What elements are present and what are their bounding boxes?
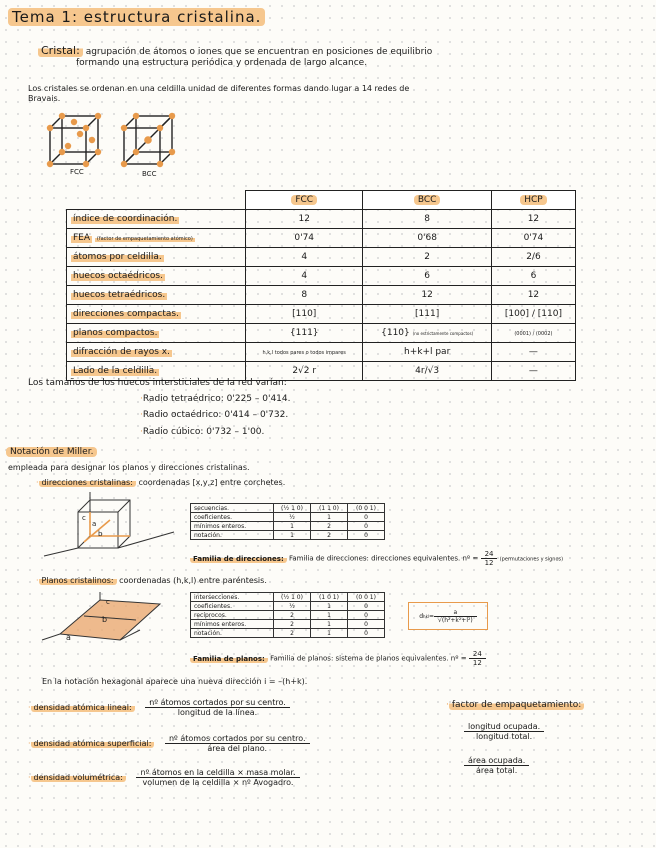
packing-factor-title: · factor de empaquetamiento: xyxy=(446,700,584,710)
huecos-item: ·Radio octaédrico: 0'414 – 0'732. xyxy=(140,410,289,420)
table-cell: 2 xyxy=(274,629,311,638)
cell-bcc: 4r/√3 xyxy=(363,362,491,381)
table-cell: 1 xyxy=(311,611,348,620)
huecos-item: ·Radio cúbico: 0'732 – 1'00. xyxy=(140,427,265,437)
cristal-term: Cristal: xyxy=(38,44,83,57)
plane-family: Familia de planos: Familia de planos: sistema de planos equivalentes. nº = $\frac{24}{12}$ xyxy=(190,650,486,667)
plane-label-a: a xyxy=(66,633,71,642)
table-row xyxy=(67,286,576,305)
row-label: notación. xyxy=(191,629,274,638)
table-cell: 2 xyxy=(274,620,311,629)
row-label: coeficientes. xyxy=(191,602,274,611)
table-row xyxy=(191,602,385,611)
bravais-line2: Bravais. xyxy=(28,94,61,103)
bravais-line1: Los cristales se ordenan en una celdilla unidad de diferentes formas dando lugar a 14 redes de xyxy=(28,84,410,93)
table-cell: 2 xyxy=(311,522,348,531)
cell-bcc: 8 xyxy=(363,210,491,229)
planes-line: · Planos cristalinos: coordenadas (h,k,l) entre paréntesis. xyxy=(36,576,267,585)
table-cell: 1 xyxy=(311,513,348,522)
table-cell: 0 xyxy=(348,611,385,620)
axis-label-c: c xyxy=(82,514,86,522)
table-row xyxy=(191,611,385,620)
cell-fcc: [110] xyxy=(246,305,363,324)
row-label: FEA (factor de empaquetamiento atómico) xyxy=(67,229,246,248)
table-cell: (1 0 1) xyxy=(311,593,348,602)
unit-cells-drawing xyxy=(44,110,184,180)
cell-hcp: 2/6 xyxy=(491,248,575,267)
cell-fcc: 2√2 r xyxy=(246,362,363,381)
cristal-def-line2: formando una estructura periódica y ordenada de largo alcance. xyxy=(76,58,368,68)
miller-title: Notación de Miller. xyxy=(6,447,97,457)
cell-hcp: 12 xyxy=(491,210,575,229)
direction-family: Familia de direcciones: Familia de direcciones: direcciones equivalentes. nº = $\frac{24}{12}$ (permutaciones y signos) xyxy=(190,550,563,567)
packing-factor-linear: $\frac{\text{longitud ocupada.}}{\text{longitud total.}}$ xyxy=(464,722,544,741)
table-cell: ½ xyxy=(274,513,311,522)
row-label: índice de coordinación. xyxy=(67,210,246,229)
cell-fcc: 8 xyxy=(246,286,363,305)
table-cell: 0 xyxy=(348,531,385,540)
table-cell: 1 xyxy=(311,629,348,638)
table-row xyxy=(191,513,385,522)
table-cell: 1 xyxy=(311,602,348,611)
table-cell: (1 1 0) xyxy=(311,504,348,513)
table-cell: 0 xyxy=(348,629,385,638)
hexagonal-note: En la notación hexagonal aparece una nueva dirección i = –(h+k). xyxy=(42,677,308,686)
table-cell: 0 xyxy=(348,522,385,531)
table-row xyxy=(67,248,576,267)
plane-label-c: c xyxy=(106,598,110,606)
cell-bcc: 0'68 xyxy=(363,229,491,248)
table-row xyxy=(191,629,385,638)
row-label: planos compactos. xyxy=(67,324,246,343)
row-label: direcciones compactas. xyxy=(67,305,246,324)
table-row xyxy=(191,522,385,531)
row-label: intersecciones. xyxy=(191,593,274,602)
table-cell: 1 xyxy=(311,620,348,629)
table-row xyxy=(67,210,576,229)
table-cell: ½ xyxy=(274,602,311,611)
row-label: difracción de rayos x. xyxy=(67,343,246,362)
cell-bcc: 6 xyxy=(363,267,491,286)
table-row xyxy=(67,305,576,324)
cell-hcp: (0001) / (0002) xyxy=(491,324,575,343)
cell-bcc: 12 xyxy=(363,286,491,305)
huecos-item: ·Radio tetraédrico: 0'225 – 0'414. xyxy=(140,394,291,404)
cell-fcc: 12 xyxy=(246,210,363,229)
density-surface: · densidad atómica superficial: $\frac{\text{nº átomos cortados por su centro.}}{\text{área del plano.}}$ xyxy=(28,734,310,753)
bcc-label: BCC xyxy=(142,170,157,178)
table-row xyxy=(67,343,576,362)
row-label: coeficientes. xyxy=(191,513,274,522)
table-cell: (½ 1 0) xyxy=(274,504,311,513)
table-cell: (0 0 1) xyxy=(348,593,385,602)
cell-hcp: — xyxy=(491,362,575,381)
page-title: Tema 1: estructura cristalina. xyxy=(8,8,265,26)
table-cell: 0 xyxy=(348,602,385,611)
cell-hcp: 6 xyxy=(491,267,575,286)
cell-hcp: 0'74 xyxy=(491,229,575,248)
cell-fcc: {111} xyxy=(246,324,363,343)
table-row xyxy=(67,229,576,248)
table-cell: 1 xyxy=(274,531,311,540)
header-hcp: HCP xyxy=(491,191,575,210)
table-cell: 0 xyxy=(348,620,385,629)
density-linear: · densidad atómica lineal: $\frac{\text{nº átomos cortados por su centro.}}{\text{longitud de la línea.}}$ xyxy=(28,698,290,717)
cell-hcp: — xyxy=(491,343,575,362)
axis-label-a: a xyxy=(92,520,97,528)
row-label: mínimos enteros. xyxy=(191,522,274,531)
cell-bcc: 2 xyxy=(363,248,491,267)
cell-hcp: [100] / [110] xyxy=(491,305,575,324)
cell-fcc: h,k,l todos pares o todos impares xyxy=(246,343,363,362)
density-volumetric: · densidad volumétrica: $\frac{\text{nº átomos en la celdilla × masa molar.}}{\text{volumen de la celdilla × nº Avogadro.}}$ xyxy=(28,768,300,787)
table-cell: 0 xyxy=(348,513,385,522)
table-row xyxy=(191,504,385,513)
table-cell: 2 xyxy=(311,531,348,540)
axis-label-b: b xyxy=(98,530,103,538)
table-cell: (0 0 1) xyxy=(348,504,385,513)
row-label: Lado de la celdilla. xyxy=(67,362,246,381)
table-row xyxy=(191,531,385,540)
row-label: secuencias. xyxy=(191,504,274,513)
miller-intro: empleada para designar los planos y direcciones cristalinas. xyxy=(8,463,250,472)
table-row xyxy=(191,593,385,602)
interplanar-distance-formula: d hkl = $\frac{a}{\text{√(h²+k²+l²)}}$ xyxy=(408,602,488,630)
row-label: huecos octaédricos. xyxy=(67,267,246,286)
plane-drawing xyxy=(40,590,180,650)
row-label: notación. xyxy=(191,531,274,540)
cell-hcp: 12 xyxy=(491,286,575,305)
cell-bcc: {110} (no estrictamente compactos) xyxy=(363,324,491,343)
fcc-label: FCC xyxy=(70,168,84,176)
cell-bcc: h+k+l par xyxy=(363,343,491,362)
cell-bcc: [111] xyxy=(363,305,491,324)
table-row xyxy=(67,267,576,286)
planes-table xyxy=(190,592,385,638)
table-cell: 2 xyxy=(274,611,311,620)
cristal-definition xyxy=(38,44,432,57)
packing-factor-area: $\frac{\text{área ocupada.}}{\text{área total.}}$ xyxy=(464,756,529,775)
cell-fcc: 4 xyxy=(246,267,363,286)
table-row xyxy=(67,324,576,343)
row-label: recíprocos. xyxy=(191,611,274,620)
directions-table xyxy=(190,503,385,540)
row-label: átomos por celdilla. xyxy=(67,248,246,267)
huecos-intro: Los tamaños de los huecos intersticiales de la red varían: xyxy=(28,378,287,388)
cell-fcc: 0'74 xyxy=(246,229,363,248)
table-cell: (½ 1 0) xyxy=(274,593,311,602)
direction-cube-drawing xyxy=(38,492,178,558)
table-cell: 1 xyxy=(274,522,311,531)
structures-table xyxy=(66,190,576,381)
directions-line: · direcciones cristalinas: coordenadas [x,y,z] entre corchetes. xyxy=(36,478,286,487)
header-bcc: BCC xyxy=(363,191,491,210)
plane-label-b: b xyxy=(102,615,108,624)
row-label: mínimos enteros. xyxy=(191,620,274,629)
cristal-def-line1: agrupación de átomos o iones que se encuentran en posiciones de equilibrio xyxy=(85,47,433,57)
row-label: huecos tetraédricos. xyxy=(67,286,246,305)
header-fcc: FCC xyxy=(246,191,363,210)
cell-fcc: 4 xyxy=(246,248,363,267)
table-row xyxy=(191,620,385,629)
